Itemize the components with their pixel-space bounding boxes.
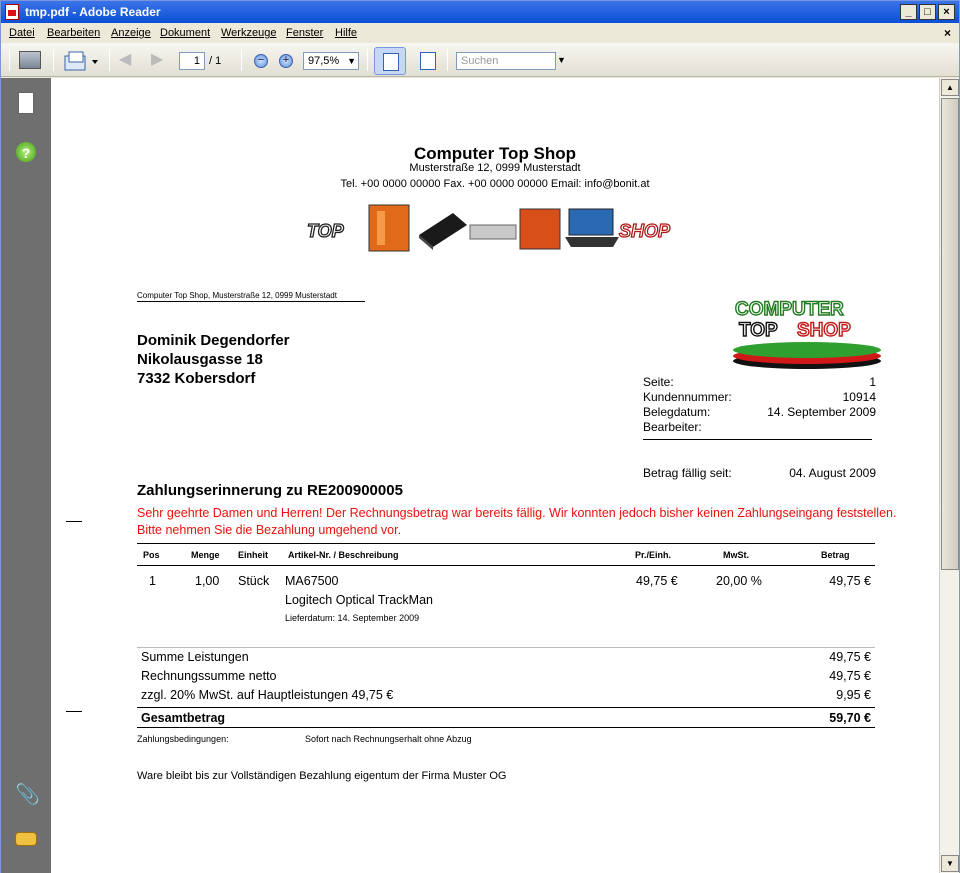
totals-row	[137, 686, 875, 705]
minimize-button[interactable]: _	[900, 4, 917, 20]
sender-return-address: Computer Top Shop, Musterstraße 12, 0999 Musterstadt	[137, 291, 365, 302]
page-number-input[interactable]: 1	[179, 52, 205, 70]
meta-row	[643, 405, 876, 420]
meta-row	[643, 390, 876, 405]
cell-menge: 1,00	[195, 574, 220, 588]
search-input[interactable]: Suchen	[456, 52, 556, 70]
meta-value: 1	[869, 375, 876, 389]
scrollbar-thumb[interactable]	[941, 98, 959, 570]
table-row	[137, 574, 875, 592]
shop-logo	[731, 295, 883, 373]
fit-width-icon	[383, 53, 399, 71]
meta-label: Seite:	[643, 375, 674, 389]
title-bar[interactable]	[1, 1, 959, 23]
grand-total-label: Gesamtbetrag	[141, 711, 226, 725]
search-dropdown-icon[interactable]: ▼	[557, 55, 566, 65]
totals-value: 49,75 €	[829, 669, 871, 683]
pages-icon[interactable]	[18, 92, 34, 114]
shop-title: Computer Top Shop	[413, 144, 577, 163]
header-betrag: Betrag	[821, 550, 850, 560]
vertical-scrollbar[interactable]	[939, 78, 959, 873]
header-menge: Menge	[191, 550, 220, 560]
meta-label: Belegdatum:	[643, 405, 711, 419]
chevron-down-icon: ▼	[347, 56, 356, 66]
close-button[interactable]: ×	[938, 4, 955, 20]
banner-shop-text: SHOP	[619, 221, 671, 241]
scroll-up-icon[interactable]: ▲	[941, 79, 959, 96]
payment-notice: Sehr geehrte Damen und Herren! Der Rechnungsbetrag war bereits fällig. Wir konnten jedoch bisher keinen Zahlungseingang feststellen. Bitte nehmen Sie die Bezahlung umgehend vor.	[137, 506, 897, 537]
scroll-down-icon[interactable]: ▼	[941, 855, 959, 872]
menu-dokument[interactable]: Dokument	[160, 27, 211, 39]
next-page-icon[interactable]: ▶	[151, 51, 164, 68]
grand-total-row	[137, 707, 875, 728]
toolbar-separator	[367, 49, 368, 71]
totals-row	[137, 667, 875, 686]
header-einheit: Einheit	[238, 550, 269, 560]
zoom-out-icon[interactable]: −	[254, 54, 268, 68]
fit-page-button[interactable]	[412, 47, 440, 75]
banner-top-text: TOP	[307, 221, 344, 241]
previous-page-icon[interactable]: ◀	[119, 51, 132, 68]
header-pos: Pos	[143, 550, 160, 560]
menu-bearbeiten[interactable]: Bearbeiten	[47, 27, 101, 39]
logo-shop-text: SHOP	[797, 320, 851, 341]
totals-label: zzgl. 20% MwSt. auf Hauptleistungen 49,75 €	[141, 688, 394, 702]
payment-terms-label: Zahlungsbedingungen:	[137, 734, 229, 744]
meta-row	[643, 375, 876, 390]
document-close-icon[interactable]: ×	[943, 26, 951, 40]
header-mwst: MwSt.	[723, 550, 749, 560]
document-view[interactable]	[51, 78, 939, 873]
fit-width-button[interactable]	[374, 47, 406, 75]
toolbar-separator	[109, 49, 110, 71]
shop-address: Musterstraße 12, 0999 Musterstadt	[409, 162, 581, 174]
header-preis: Pr./Einh.	[635, 550, 672, 560]
menu-werkzeuge[interactable]: Werkzeuge	[221, 27, 277, 39]
help-icon[interactable]: ?	[16, 142, 36, 162]
header-artikel: Artikel-Nr. / Beschreibung	[288, 550, 399, 560]
table-row-delivery	[137, 611, 875, 627]
table-header	[137, 543, 875, 566]
recipient-address	[137, 331, 290, 388]
cell-einheit: Stück	[238, 574, 270, 588]
zoom-in-icon[interactable]: +	[279, 54, 293, 68]
menu-anzeige[interactable]: Anzeige	[111, 27, 151, 39]
meta-divider	[643, 439, 872, 440]
window-controls	[900, 4, 955, 20]
meta-value: 14. September 2009	[767, 405, 876, 419]
window-title: tmp.pdf - Adobe Reader	[25, 5, 161, 19]
fold-mark	[66, 711, 82, 712]
cell-preis: 49,75 €	[636, 574, 678, 588]
due-value: 04. August 2009	[789, 466, 876, 480]
cell-pos: 1	[149, 574, 156, 588]
cell-mwst: 20,00 %	[716, 574, 762, 588]
toolbar-separator	[53, 49, 54, 71]
meta-label: Kundennummer:	[643, 390, 732, 404]
totals-value: 9,95 €	[836, 688, 871, 702]
pdf-file-icon	[5, 4, 19, 20]
fit-page-icon	[420, 52, 436, 70]
cell-betrag: 49,75 €	[829, 574, 871, 588]
meta-label: Bearbeiter:	[643, 420, 702, 434]
totals-label: Rechnungssumme netto	[141, 669, 277, 683]
ownership-note: Ware bleibt bis zur Vollständigen Bezahlung eigentum der Firma Muster OG	[137, 770, 507, 782]
menu-bar	[1, 23, 959, 43]
toolbar-separator	[447, 49, 448, 71]
menu-fenster[interactable]: Fenster	[286, 27, 324, 39]
menu-datei[interactable]: Datei	[9, 27, 35, 39]
maximize-button[interactable]: □	[919, 4, 936, 20]
invoice-meta	[643, 375, 876, 440]
cell-lieferdatum: Lieferdatum: 14. September 2009	[285, 613, 420, 623]
shop-banner-image	[307, 201, 687, 253]
due-date	[643, 466, 876, 480]
document-title: Zahlungserinnerung zu RE200900005	[137, 482, 403, 499]
meta-value: 10914	[842, 390, 876, 404]
cell-beschreibung: Logitech Optical TrackMan	[285, 593, 433, 607]
email-icon[interactable]	[63, 50, 99, 72]
menu-hilfe[interactable]: Hilfe	[335, 27, 358, 39]
zoom-select[interactable]	[303, 52, 359, 70]
pdf-page	[51, 78, 939, 873]
totals-row	[137, 648, 875, 667]
recipient-city: 7332 Kobersdorf	[137, 370, 256, 387]
zoom-value: 97,5%	[308, 55, 340, 67]
totals-value: 49,75 €	[829, 650, 871, 664]
comments-icon[interactable]	[15, 832, 37, 846]
grand-total-value: 59,70 €	[829, 711, 871, 725]
recipient-name: Dominik Degendorfer	[137, 332, 290, 349]
attachments-icon[interactable]: 📎	[15, 784, 40, 806]
fold-mark	[66, 521, 82, 522]
payment-terms-value: Sofort nach Rechnungserhalt ohne Abzug	[305, 734, 472, 744]
navigation-pane	[1, 78, 51, 873]
due-label: Betrag fällig seit:	[643, 466, 732, 480]
logo-computer-text: COMPUTER	[735, 299, 844, 320]
toolbar-grip	[9, 49, 10, 71]
toolbar-separator	[241, 49, 242, 71]
totals-label: Summe Leistungen	[141, 650, 249, 664]
meta-row	[643, 420, 876, 435]
totals-block	[137, 647, 875, 728]
toolbar	[1, 43, 959, 77]
cell-artikel: MA67500	[285, 574, 339, 588]
logo-top-text: TOP	[739, 320, 778, 341]
print-icon[interactable]	[19, 51, 41, 69]
page-total: / 1	[209, 55, 222, 67]
table-row-description	[137, 592, 875, 611]
invoice-table	[137, 543, 875, 627]
shop-contact: Tel. +00 0000 00000 Fax. +00 0000 00000 Email: info@bonit.at	[340, 178, 650, 190]
recipient-street: Nikolausgasse 18	[137, 351, 263, 368]
